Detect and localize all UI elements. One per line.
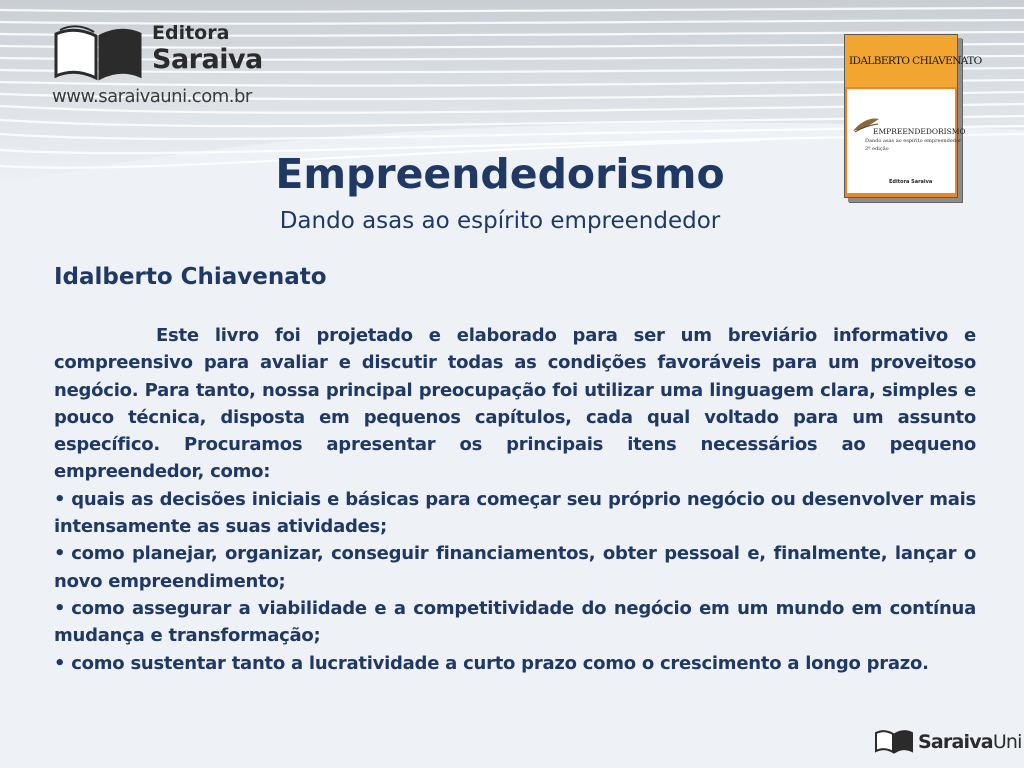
book-cover-image <box>844 34 982 198</box>
footer-brand-regular: Uni <box>992 731 1022 753</box>
list-item <box>54 595 976 650</box>
footer-brand-text <box>918 731 1022 753</box>
list-item <box>54 486 976 541</box>
list-item <box>54 540 976 595</box>
bullet-icon: • <box>54 488 66 510</box>
cover-subtitle: Dando asas ao espírito empreendedor <box>865 138 962 144</box>
list-item-text: como planejar, organizar, conseguir financiamentos, obter pessoal e, finalmente, lançar o novo empreendimento; <box>54 543 976 592</box>
list-item-text: como sustentar tanto a lucratividade a curto prazo como o crescimento a longo prazo. <box>71 652 929 674</box>
bullet-icon: • <box>54 652 66 674</box>
author-name: Idalberto Chiavenato <box>54 264 327 290</box>
logo-url-link[interactable]: www.saraivauni.com.br <box>52 86 252 107</box>
bullet-icon: • <box>54 543 66 565</box>
logo-editora-text: Editora <box>152 22 230 44</box>
list-item-text: como assegurar a viabilidade e a competitividade do negócio em um mundo em contínua mudança e transformação; <box>54 597 976 647</box>
topics-list <box>54 486 976 677</box>
page-subtitle: Dando asas ao espírito empreendedor <box>279 208 721 234</box>
editora-saraiva-logo[interactable] <box>50 22 290 114</box>
cover-edition: 2ª edição <box>865 146 889 152</box>
list-item-text: quais as decisões iniciais e básicas para começar seu próprio negócio ou desenvolver mais intensamente as suas atividades; <box>54 488 976 538</box>
description-body <box>54 322 976 677</box>
cover-title: EMPREENDEDORISMO <box>873 127 966 136</box>
footer-brand-bold: Saraiva <box>918 731 993 753</box>
list-item <box>54 650 976 677</box>
page-title: Empreendedorismo <box>275 150 725 198</box>
cover-author: IDALBERTO CHIAVENATO <box>849 55 982 67</box>
open-book-icon <box>874 728 914 754</box>
saraivauni-footer-logo[interactable] <box>874 726 1024 758</box>
cover-publisher: Editora Saraiva <box>889 179 933 185</box>
logo-saraiva-text: Saraiva <box>152 44 263 75</box>
description-paragraph: Este livro foi projetado e elaborado para ser um breviário informativo e compreensivo para avaliar e discutir todas as condições favoráveis para um proveitoso negócio. Para tanto, nossa principal preocupação foi utilizar uma linguagem clara, simples e pouco técnica, disposta em pequenos capítulos, cada qual voltado para um assunto específico. Procuramos apresentar os principais itens necessários ao pequeno empreendedor, como: <box>54 325 976 483</box>
open-book-icon <box>50 22 146 82</box>
bullet-icon: • <box>54 597 66 619</box>
